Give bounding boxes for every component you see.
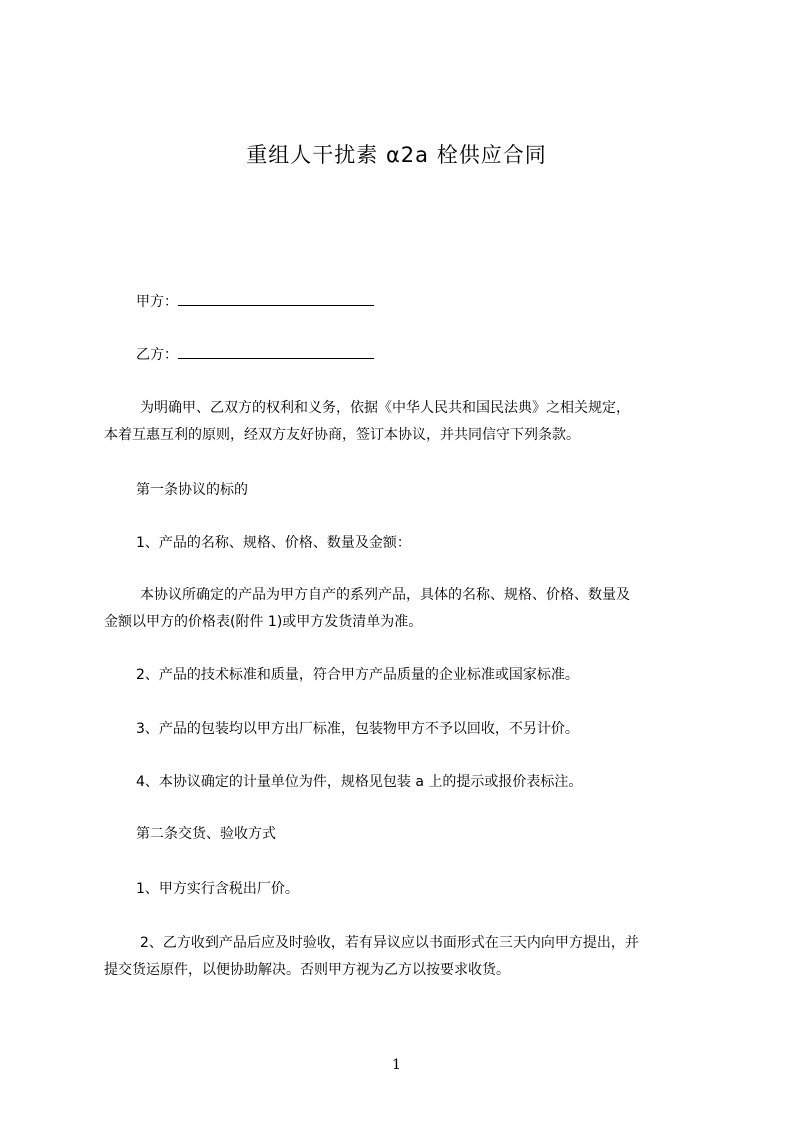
article-1-item-1-body-line-2: 金额以甲方的价格表(附件 1)或甲方发货清单为准。 (104, 614, 423, 630)
party-a-blank (178, 291, 374, 306)
article-1-item-4: 4、本协议确定的计量单位为件，规格见包装 a 上的提示或报价表标注。 (136, 774, 583, 790)
party-a-line (136, 291, 374, 312)
article-1-heading: 第一条协议的标的 (136, 482, 248, 498)
party-b-blank (178, 344, 374, 359)
party-b-line (136, 344, 374, 365)
party-b-label: 乙方： (136, 347, 178, 363)
article-2-heading: 第二条交货、验收方式 (136, 826, 276, 842)
article-2-item-1: 1、甲方实行含税出厂价。 (136, 881, 299, 897)
article-1-item-3: 3、产品的包装均以甲方出厂标准，包装物甲方不予以回收，不另计价。 (136, 721, 579, 737)
article-1-item-2: 2、产品的技术标准和质量，符合甲方产品质量的企业标准或国家标准。 (136, 667, 579, 683)
article-1-item-1: 1、产品的名称、规格、价格、数量及金额： (136, 535, 411, 551)
page-number: 1 (392, 1057, 401, 1073)
article-1-item-1-body-line-1: 本协议所确定的产品为甲方自产的系列产品，具体的名称、规格、价格、数量及 (140, 587, 630, 603)
document-title: 重组人干扰素 α2a 栓供应合同 (246, 143, 547, 167)
article-2-item-2-line-1: 2、乙方收到产品后应及时验收，若有异议应以书面形式在三天内向甲方提出，并 (140, 935, 639, 951)
party-a-label: 甲方： (136, 294, 178, 310)
intro-line-1: 为明确甲、乙双方的权利和义务，依据《中华人民共和国民法典》之相关规定， (140, 400, 630, 416)
article-2-item-2-line-2: 提交货运原件，以便协助解决。否则甲方视为乙方以按要求收货。 (104, 962, 510, 978)
intro-line-2: 本着互惠互利的原则，经双方友好协商，签订本协议，并共同信守下列条款。 (104, 427, 580, 443)
